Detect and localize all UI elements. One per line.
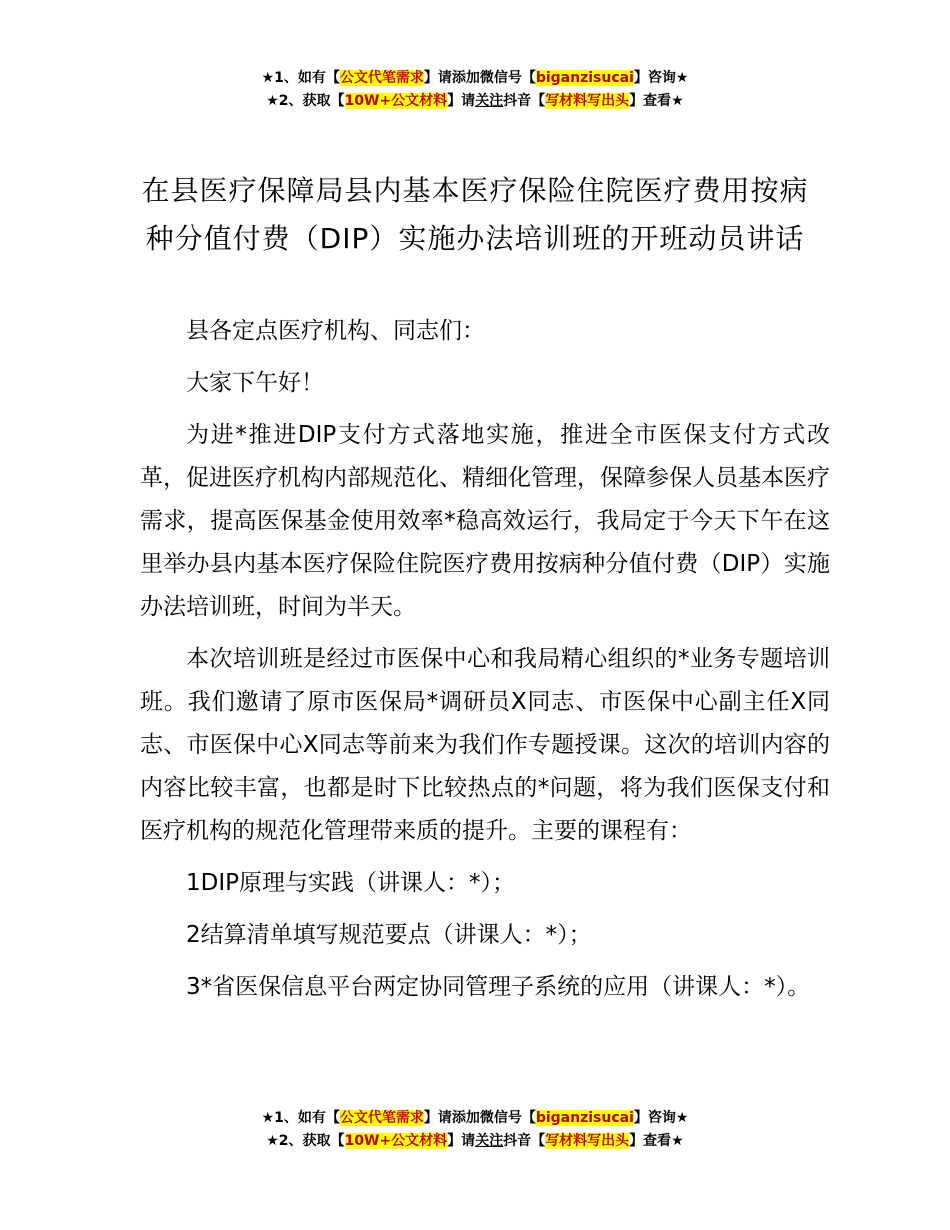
course-item: 2结算清单填写规范要点（讲课人：*）； [186,922,592,948]
banner-text: ★2、获取【 [266,93,345,109]
banner-line-2 [0,1130,950,1153]
header-banner [0,67,950,113]
greeting: 大家下午好！ [186,370,324,396]
highlight-douyin: 写材料写出头 [545,1133,630,1149]
banner-text: 】请 [447,93,476,109]
underlined-follow: 关注 [475,1133,504,1149]
highlight-materials: 10W+公文材料 [344,1133,448,1149]
banner-text: 】请添加微信号【 [423,70,536,86]
banner-text: 抖音【 [503,93,546,109]
banner-text: 】查看★ [629,93,684,109]
banner-text: 抖音【 [503,1133,546,1149]
banner-text: ★1、如有【 [261,1110,340,1126]
body-paragraph: 为进*推进DIP支付方式落地实施，推进全市医保支付方式改革，促进医疗机构内部规范化、精细化管理，保障参保人员基本医疗需求，提高医保基金使用效率*稳高效运行，我局定于今天下午在这里举办县内基本医疗保险住院医疗费用按病种分值付费（DIP）实施办法培训班，时间为半天。 [140,422,830,620]
highlight-service: 公文代笔需求 [339,1110,424,1126]
salutation: 县各定点医疗机构、同志们： [186,318,485,344]
banner-line-2 [0,90,950,113]
highlight-materials: 10W+公文材料 [344,93,448,109]
banner-text: 】咨询★ [633,70,689,86]
highlight-wechat-id: biganzisucai [535,1110,634,1126]
banner-text: ★2、获取【 [266,1133,345,1149]
course-item: 1DIP原理与实践（讲课人：*）； [186,870,515,896]
highlight-service: 公文代笔需求 [339,70,424,86]
course-item: 3*省医保信息平台两定协同管理子系统的应用（讲课人：*）。 [186,974,811,1000]
body-paragraph: 本次培训班是经过市医保中心和我局精心组织的*业务专题培训班。我们邀请了原市医保局*调研员X同志、市医保中心副主任X同志、市医保中心X同志等前来为我们作专题授课。这次的培训内容的内容比较丰富，也都是时下比较热点的*问题，将为我们医保支付和医疗机构的规范化管理带来质的提升。主要的课程有： [140,646,830,844]
banner-line-1 [0,67,950,90]
highlight-douyin: 写材料写出头 [545,93,630,109]
banner-text: 】咨询★ [633,1110,689,1126]
banner-text: 】请添加微信号【 [423,1110,536,1126]
footer-banner [0,1107,950,1153]
document-body [140,310,830,1018]
document-title: 在县医疗保障局县内基本医疗保险住院医疗费用按病种分值付费（DIP）实施办法培训班的开班动员讲话 [141,174,809,255]
banner-text: 】查看★ [629,1133,684,1149]
highlight-wechat-id: biganzisucai [535,70,634,86]
banner-line-1 [0,1107,950,1130]
underlined-follow: 关注 [475,93,504,109]
banner-text: ★1、如有【 [261,70,340,86]
banner-text: 】请 [447,1133,476,1149]
